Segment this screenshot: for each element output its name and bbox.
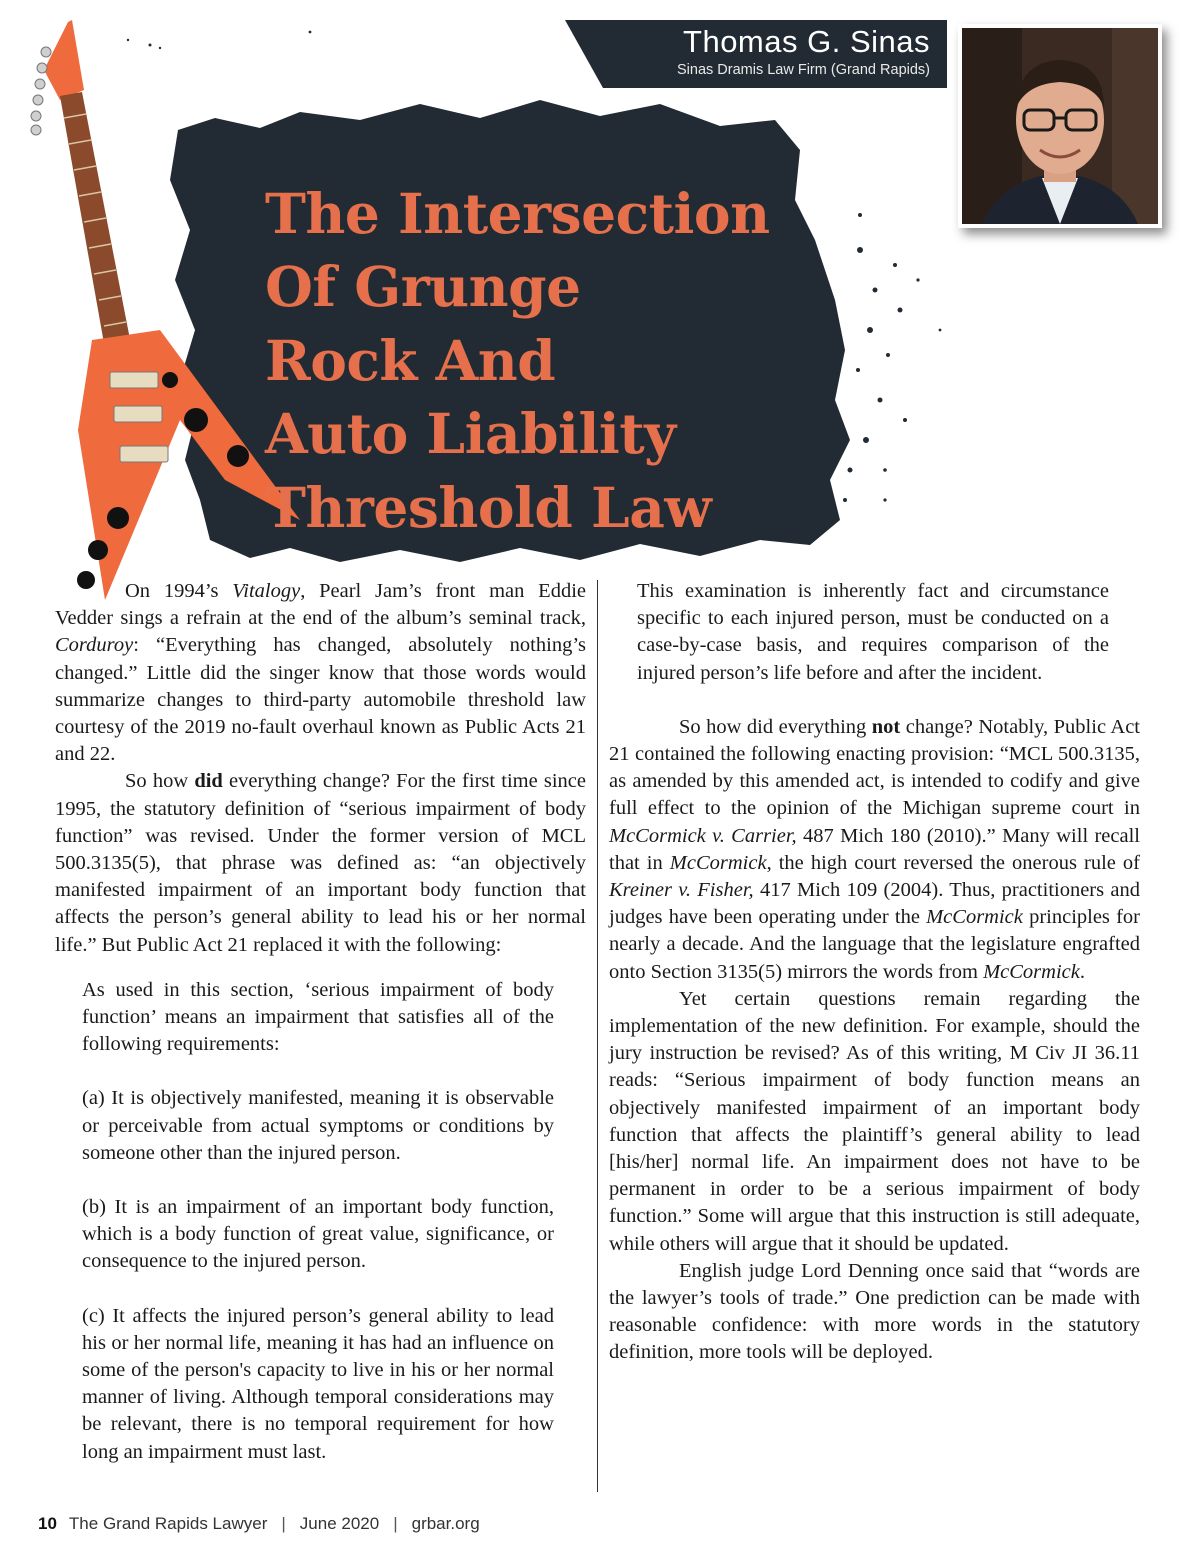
quote-paragraph: (b) It is an impairment of an important body function, which is a body function of great value, significance, or consequence to the injured person. <box>82 1196 554 1273</box>
author-photo <box>958 24 1162 228</box>
emphasis: did <box>194 770 223 793</box>
author-name: Thomas G. Sinas <box>683 24 930 59</box>
website-link[interactable]: grbar.org <box>411 1514 480 1533</box>
quote-paragraph: This examination is inherently fact and circumstance specific to each injured person, must be conducted on a case-by-case basis, and requires comparison of the injured person’s life before and after the incident. <box>637 580 1109 684</box>
case-name: McCormick <box>983 960 1080 983</box>
footer-separator: | <box>281 1514 286 1533</box>
page-footer <box>38 1514 480 1534</box>
title-line: Auto Liability <box>265 401 676 467</box>
title-line: Threshold Law <box>265 474 712 540</box>
paragraph <box>55 578 586 768</box>
album-title: Vitalogy <box>232 580 301 602</box>
case-name: McCormick v. Carrier, <box>609 824 797 847</box>
publication-name: The Grand Rapids Lawyer <box>68 1514 268 1533</box>
title-line: Of Grunge <box>265 254 581 320</box>
block-quote <box>82 977 554 1466</box>
footer-separator: | <box>393 1514 398 1533</box>
article-column-right <box>609 578 1140 1367</box>
paragraph: Yet certain questions remain regarding the implementation of the new definition. For example, should the jury instruction be revised? As of this writing, M Civ JI 36.11 reads: “Serious impairment of body function means an objectively manifested impairment of an important body function that affects the plaintiff’s general ability to lead [his/her] normal life. An impairment does not have to be permanent in order to be a serious impairment of body function.” Some will argue that this instruction is still adequate, while others will argue that it should be updated. <box>609 987 1140 1255</box>
case-name: McCormick <box>669 851 767 874</box>
emphasis: not <box>871 715 901 738</box>
quote-paragraph: (c) It affects the injured person’s general ability to lead his or her normal life, meaning it has had an influence on some of the person's capacity to live in his or her normal manner of living. Although temporal considerations may be relevant, there is no temporal requirement for how long an impairment must last. <box>82 1304 554 1463</box>
quote-paragraph: (a) It is objectively manifested, meaning it is observable or perceivable from actual symptoms or conditions by someone other than the injured person. <box>82 1087 554 1164</box>
text: change? Notably, Public Act 21 contained the following enacting provision: “MCL 500.3135, as amended by this amended act, is intended to codify and give full effect to the opinion of the Michigan supreme court in <box>609 715 1140 820</box>
article-title <box>265 177 805 545</box>
text: 487 Mich 180 (2010).” Many will recall that in <box>609 824 1140 874</box>
text: . <box>1079 960 1085 983</box>
song-title: Corduroy <box>55 634 134 657</box>
page-number: 10 <box>38 1514 57 1533</box>
issue-date: June 2020 <box>299 1514 380 1533</box>
paragraph: English judge Lord Denning once said that “words are the lawyer’s tools of trade.” One prediction can be made with reasonable confidence: with more words in the statutory definition, more tools will be deployed. <box>609 1259 1140 1364</box>
title-line: The Intersection <box>265 180 770 246</box>
article-column-left <box>55 578 586 1466</box>
text: , Pearl Jam’s front man Eddie Vedder sings a refrain at the end of the album’s seminal track, <box>55 580 586 630</box>
text: So how did everything <box>679 715 872 738</box>
text: : “Everything has changed, absolutely nothing’s changed.” Little did the singer know that those words would summarize changes to third-party automobile threshold law courtesy of the 2019 no-fault overhaul known as Public Acts 21 and 22. <box>55 634 586 766</box>
text: everything change? For the first time since 1995, the statutory definition of “serious impairment of body function” was revised. Under the former version of MCL 500.3135(5), that phrase was defined as: “an objectively manifested impairment of an important body function that affects the person’s general ability to lead his or her normal life.” But Public Act 21 replaced it with the following: <box>55 770 586 956</box>
quote-paragraph: As used in this section, ‘serious impairment of body function’ means an impairment that satisfies all of the following requirements: <box>82 978 554 1056</box>
title-line: Rock And <box>265 327 556 393</box>
text: So how <box>125 770 195 793</box>
paragraph <box>609 714 1140 986</box>
author-firm: Sinas Dramis Law Firm (Grand Rapids) <box>676 62 930 78</box>
text: On 1994’s <box>125 580 233 602</box>
portrait-icon <box>962 28 1158 224</box>
text: principles for nearly a decade. And the language that the legislature engrafted onto Section 3135(5) mirrors the words from <box>609 906 1140 983</box>
text: 417 Mich 109 (2004). Thus, practitioners and judges have been operating under the <box>609 879 1140 929</box>
paragraph <box>55 768 586 958</box>
column-divider <box>597 580 598 1492</box>
case-name: McCormick <box>926 906 1023 929</box>
text: , the high court reversed the onerous rule of <box>766 851 1140 874</box>
case-name: Kreiner v. Fisher, <box>609 879 754 902</box>
